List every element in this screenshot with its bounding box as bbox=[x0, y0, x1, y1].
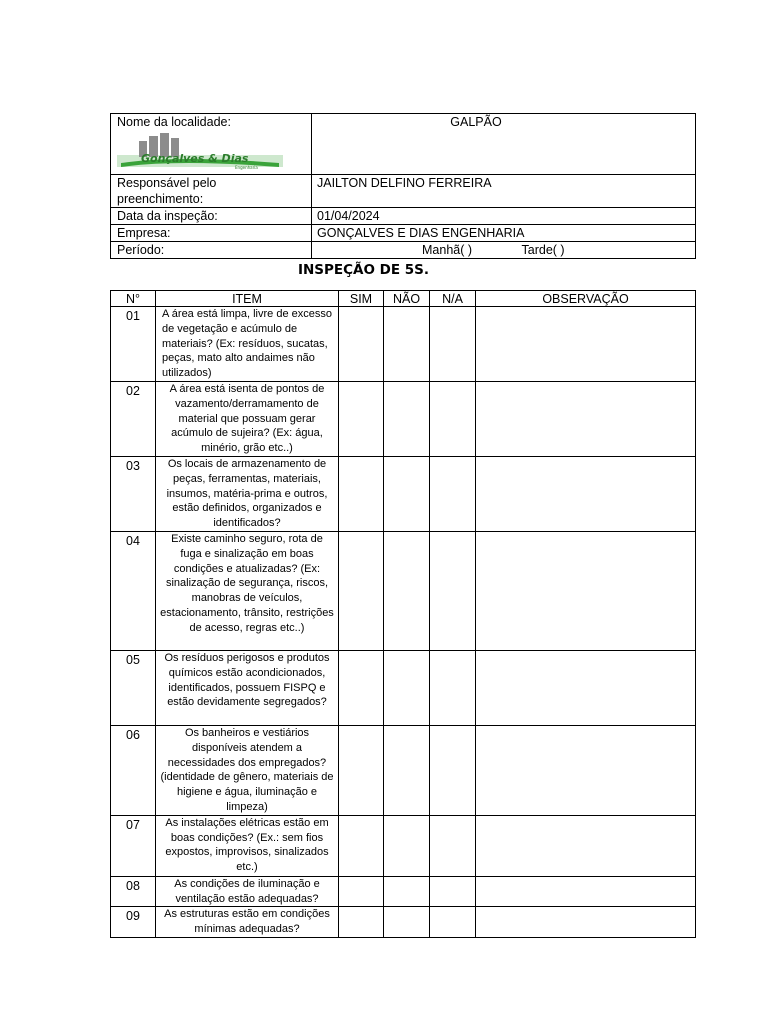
row-number: 05 bbox=[111, 651, 156, 726]
company-logo bbox=[117, 133, 283, 171]
col-header-sim: SIM bbox=[339, 291, 384, 307]
company-label: Empresa: bbox=[111, 225, 312, 242]
col-header-item: ITEM bbox=[156, 291, 339, 307]
cell-sim[interactable] bbox=[339, 907, 384, 938]
date-row bbox=[111, 208, 696, 225]
row-item: Os locais de armazenamento de peças, ferramentas, materiais, insumos, matéria-prima e outros, estão definidos, organizados e identificados? bbox=[156, 457, 339, 532]
cell-sim[interactable] bbox=[339, 876, 384, 907]
cell-observacao[interactable] bbox=[476, 726, 696, 816]
cell-nao[interactable] bbox=[384, 382, 430, 457]
cell-observacao[interactable] bbox=[476, 382, 696, 457]
info-table bbox=[110, 113, 696, 259]
checklist-header-row bbox=[111, 291, 696, 307]
company-value: GONÇALVES E DIAS ENGENHARIA bbox=[312, 225, 696, 242]
company-row bbox=[111, 225, 696, 242]
table-row bbox=[111, 876, 696, 907]
responsible-row bbox=[111, 175, 696, 208]
col-header-num: N° bbox=[111, 291, 156, 307]
table-row bbox=[111, 307, 696, 382]
table-row bbox=[111, 815, 696, 876]
cell-observacao[interactable] bbox=[476, 907, 696, 938]
period-morning: Manhã( ) bbox=[422, 243, 473, 257]
cell-sim[interactable] bbox=[339, 651, 384, 726]
cell-nao[interactable] bbox=[384, 726, 430, 816]
row-item: Existe caminho seguro, rota de fuga e sinalização em boas condições e atualizadas? (Ex: sinalização de segurança, riscos, manobras de veículos, estacionamento, trânsito, restrições de acesso, regras etc..) bbox=[156, 532, 339, 651]
period-label: Período: bbox=[111, 242, 312, 259]
row-number: 04 bbox=[111, 532, 156, 651]
row-item: As condições de iluminação e ventilação estão adequadas? bbox=[156, 876, 339, 907]
row-item: As estruturas estão em condições mínimas adequadas? bbox=[156, 907, 339, 938]
row-number: 01 bbox=[111, 307, 156, 382]
cell-na[interactable] bbox=[430, 532, 476, 651]
cell-observacao[interactable] bbox=[476, 532, 696, 651]
logo-text: Gonçalves & Dias bbox=[141, 152, 249, 165]
cell-nao[interactable] bbox=[384, 457, 430, 532]
cell-nao[interactable] bbox=[384, 307, 430, 382]
cell-sim[interactable] bbox=[339, 815, 384, 876]
cell-na[interactable] bbox=[430, 651, 476, 726]
cell-sim[interactable] bbox=[339, 457, 384, 532]
row-number: 03 bbox=[111, 457, 156, 532]
cell-observacao[interactable] bbox=[476, 815, 696, 876]
col-header-na: N/A bbox=[430, 291, 476, 307]
cell-na[interactable] bbox=[430, 382, 476, 457]
table-row bbox=[111, 382, 696, 457]
cell-na[interactable] bbox=[430, 726, 476, 816]
col-header-observacao: OBSERVAÇÃO bbox=[476, 291, 696, 307]
cell-nao[interactable] bbox=[384, 651, 430, 726]
responsible-value: JAILTON DELFINO FERREIRA bbox=[312, 175, 696, 208]
row-item: A área está isenta de pontos de vazamento/derramamento de material que possuam gerar acúmulo de sujeira? (Ex: água, minério, grão etc..) bbox=[156, 382, 339, 457]
table-row bbox=[111, 651, 696, 726]
cell-sim[interactable] bbox=[339, 382, 384, 457]
row-item: A área está limpa, livre de excesso de vegetação e acúmulo de materiais? (Ex: resíduos, sucatas, peças, mato alto andaimes não utilizados) bbox=[156, 307, 339, 382]
logo-graphic bbox=[117, 133, 283, 171]
page-title-text: INSPEÇÃO DE 5S. bbox=[297, 262, 430, 278]
cell-observacao[interactable] bbox=[476, 457, 696, 532]
cell-observacao[interactable] bbox=[476, 651, 696, 726]
checklist-table bbox=[110, 290, 696, 938]
table-row bbox=[111, 726, 696, 816]
row-item: Os banheiros e vestiários disponíveis atendem a necessidades dos empregados? (identidade de gênero, materiais de higiene e água, iluminação e limpeza) bbox=[156, 726, 339, 816]
logo-subtext: Engenharia bbox=[235, 165, 258, 170]
cell-na[interactable] bbox=[430, 815, 476, 876]
cell-nao[interactable] bbox=[384, 876, 430, 907]
row-number: 09 bbox=[111, 907, 156, 938]
row-number: 07 bbox=[111, 815, 156, 876]
period-value-cell bbox=[312, 242, 696, 259]
cell-sim[interactable] bbox=[339, 532, 384, 651]
location-label: Nome da localidade: bbox=[117, 115, 231, 129]
cell-na[interactable] bbox=[430, 876, 476, 907]
table-row bbox=[111, 907, 696, 938]
period-afternoon: Tarde( ) bbox=[521, 243, 565, 257]
cell-na[interactable] bbox=[430, 457, 476, 532]
location-value: GALPÃO bbox=[312, 114, 696, 175]
date-label: Data da inspeção: bbox=[111, 208, 312, 225]
row-item: Os resíduos perigosos e produtos químicos estão acondicionados, identificados, possuem FISPQ e estão devidamente segregados? bbox=[156, 651, 339, 726]
cell-nao[interactable] bbox=[384, 532, 430, 651]
cell-nao[interactable] bbox=[384, 815, 430, 876]
row-number: 02 bbox=[111, 382, 156, 457]
page-title bbox=[110, 262, 695, 278]
cell-observacao[interactable] bbox=[476, 307, 696, 382]
row-number: 08 bbox=[111, 876, 156, 907]
col-header-nao: NÃO bbox=[384, 291, 430, 307]
location-row bbox=[111, 114, 696, 175]
period-row bbox=[111, 242, 696, 259]
table-row bbox=[111, 532, 696, 651]
cell-sim[interactable] bbox=[339, 726, 384, 816]
cell-na[interactable] bbox=[430, 307, 476, 382]
cell-sim[interactable] bbox=[339, 307, 384, 382]
table-row bbox=[111, 457, 696, 532]
cell-nao[interactable] bbox=[384, 907, 430, 938]
responsible-label: Responsável pelo preenchimento: bbox=[111, 175, 312, 208]
date-value: 01/04/2024 bbox=[312, 208, 696, 225]
row-number: 06 bbox=[111, 726, 156, 816]
cell-na[interactable] bbox=[430, 907, 476, 938]
location-label-cell bbox=[111, 114, 312, 175]
row-item: As instalações elétricas estão em boas condições? (Ex.: sem fios expostos, improvisos, sinalizados etc.) bbox=[156, 815, 339, 876]
cell-observacao[interactable] bbox=[476, 876, 696, 907]
